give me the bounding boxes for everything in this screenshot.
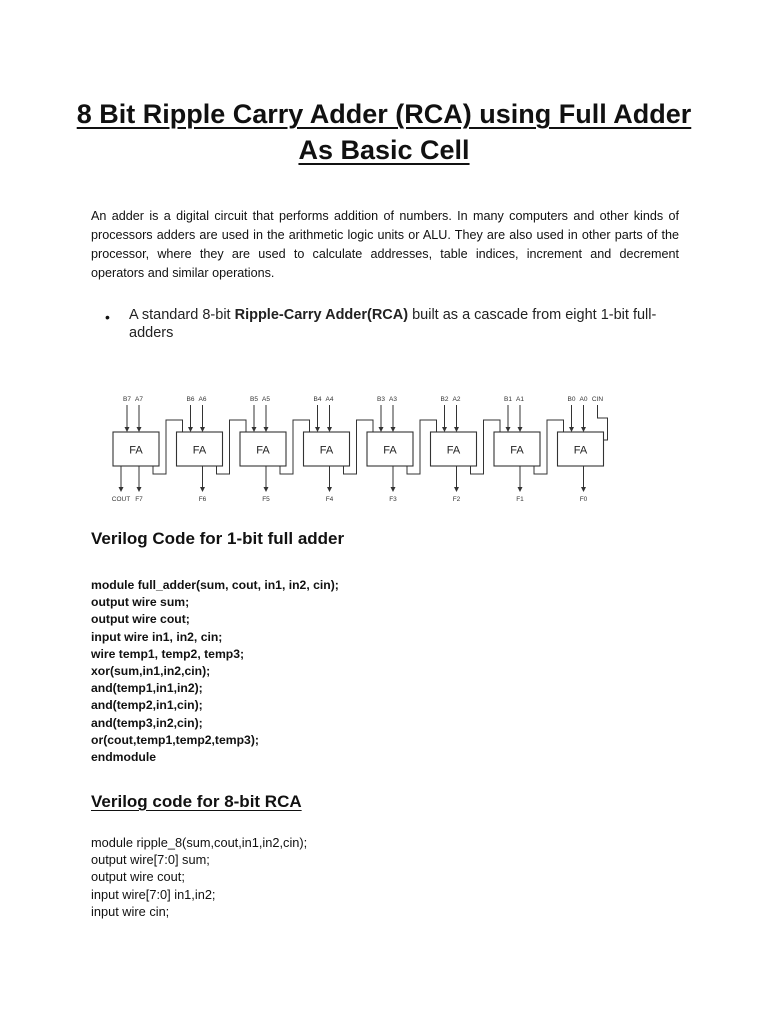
input-arrow-head — [188, 427, 193, 432]
input-label: B0 — [567, 396, 576, 403]
input-label: B5 — [250, 396, 258, 403]
input-arrow-head — [252, 427, 257, 432]
output-arrow-head — [391, 487, 396, 492]
slide-bullet: • — [105, 309, 110, 325]
input-arrow-head — [264, 427, 269, 432]
input-label: A1 — [516, 396, 524, 403]
input-arrow-head — [200, 427, 205, 432]
input-arrow-head — [569, 427, 574, 432]
output-arrow-head — [327, 487, 332, 492]
full-adder-label: FA — [319, 444, 334, 457]
output-arrow-head — [454, 487, 459, 492]
code-line: module full_adder(sum, cout, in1, in2, cin); — [91, 578, 339, 592]
output-arrow-head — [200, 487, 205, 492]
output-arrow-head — [581, 487, 586, 492]
full-adder-label: FA — [256, 444, 270, 457]
full-adder-label: FA — [383, 444, 397, 457]
title-line-1: 8 Bit Ripple Carry Adder (RCA) using Full Adder — [76, 99, 692, 129]
full-adder-label: FA — [510, 444, 524, 457]
code-line: output wire sum; — [91, 595, 190, 610]
full-adder-label: FA — [129, 444, 143, 457]
section-heading-8bit: Verilog code for 8-bit RCA — [91, 792, 302, 811]
code-line: input wire[7:0] in1,in2; — [91, 886, 216, 902]
output-label: F7 — [135, 496, 143, 503]
output-arrow-head — [137, 487, 142, 492]
code-line: and(temp2,in1,cin); — [91, 698, 203, 713]
code-line: endmodule — [91, 750, 157, 765]
input-label: A2 — [452, 396, 461, 403]
carry-out-label: COUT — [111, 496, 131, 503]
output-label: F6 — [198, 496, 207, 503]
slide-caption-bold: Ripple-Carry Adder(RCA) — [234, 307, 409, 323]
input-label: B4 — [313, 396, 322, 403]
rca-slide — [95, 302, 695, 512]
input-label: B3 — [377, 396, 385, 403]
output-arrow-head — [119, 487, 124, 492]
document-title — [70, 96, 698, 168]
rca-block-diagram — [95, 302, 695, 512]
input-arrow-head — [506, 427, 511, 432]
output-arrow-head — [518, 487, 523, 492]
input-arrow-head — [327, 427, 332, 432]
code-line: output wire cout; — [91, 869, 185, 885]
code-line: input wire in1, in2, cin; — [91, 629, 223, 644]
output-label: F1 — [516, 496, 524, 503]
output-label: F2 — [452, 496, 461, 503]
input-label: A5 — [262, 396, 270, 403]
output-label: F5 — [262, 496, 270, 503]
output-label: F4 — [325, 496, 334, 503]
section-heading-1bit: Verilog Code for 1-bit full adder — [91, 529, 345, 548]
input-arrow-head — [581, 427, 586, 432]
input-label: A7 — [135, 396, 143, 403]
input-label: B7 — [123, 396, 131, 403]
slide-caption-post: built as a cascade from eight 1-bit full-adders — [129, 307, 657, 341]
code-line: or(cout,temp1,temp2,temp3); — [91, 732, 259, 747]
input-arrow-head — [454, 427, 459, 432]
full-adder-label: FA — [192, 444, 207, 457]
code-line: wire temp1, temp2, temp3; — [91, 646, 245, 661]
output-label: F0 — [579, 496, 588, 503]
input-label: B1 — [504, 396, 512, 403]
code-block-rca — [91, 834, 307, 920]
code-line: output wire cout; — [91, 612, 190, 627]
output-arrow-head — [264, 487, 269, 492]
code-line: xor(sum,in1,in2,cin); — [91, 664, 211, 679]
input-arrow-head — [518, 427, 523, 432]
code-line: and(temp1,in1,in2); — [91, 681, 203, 696]
input-arrow-head — [315, 427, 320, 432]
code-line: module ripple_8(sum,cout,in1,in2,cin); — [91, 835, 308, 850]
input-label: A4 — [325, 396, 334, 403]
input-arrow-head — [125, 427, 130, 432]
input-label: B2 — [440, 396, 449, 403]
title-line-2: As Basic Cell — [298, 135, 470, 165]
code-block-full-adder — [91, 577, 339, 766]
input-arrow-head — [442, 427, 447, 432]
full-adder-label: FA — [573, 444, 588, 457]
slide-caption-pre: A standard 8-bit — [129, 307, 235, 323]
intro-paragraph: An adder is a digital circuit that performs addition of numbers. In many computers and other kinds of processors adders are used in the arithmetic logic units or ALU. They are also used in other parts of the processor, where they are used to calculate addresses, table indices, increment and decrement operators and similar operations. — [91, 209, 679, 280]
code-line: output wire[7:0] sum; — [91, 852, 210, 868]
input-arrow-head — [379, 427, 384, 432]
input-arrow-head — [137, 427, 142, 432]
input-label: A6 — [198, 396, 207, 403]
input-label: B6 — [186, 396, 195, 403]
carry-in-label: CIN — [591, 396, 604, 403]
input-label: A0 — [579, 396, 588, 403]
code-line: input wire cin; — [91, 903, 170, 919]
input-label: A3 — [389, 396, 397, 403]
full-adder-label: FA — [446, 444, 461, 457]
input-arrow-head — [391, 427, 396, 432]
code-line: and(temp3,in2,cin); — [91, 715, 203, 730]
output-label: F3 — [389, 496, 397, 503]
